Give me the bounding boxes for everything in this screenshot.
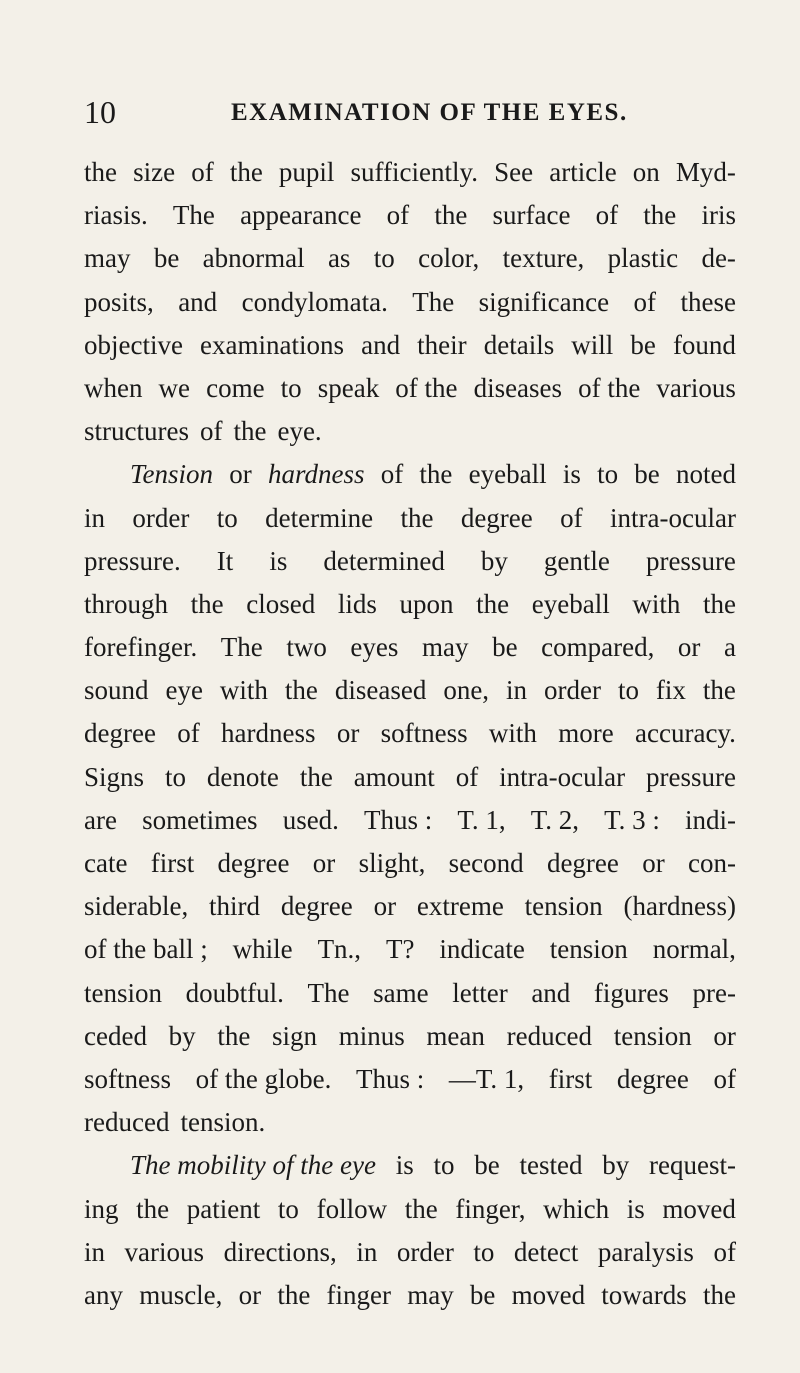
- word: found: [672, 329, 736, 360]
- word: and: [178, 286, 218, 317]
- word: examinations: [200, 329, 345, 360]
- word: color,: [418, 243, 480, 274]
- word: follow: [316, 1193, 388, 1224]
- word: plastic: [607, 243, 679, 274]
- italic-term: The mobility of the eye: [130, 1150, 376, 1181]
- word: fix: [655, 675, 686, 706]
- word: detect: [513, 1236, 579, 1267]
- word: T?: [385, 934, 415, 965]
- word: or: [312, 848, 336, 878]
- word: pre-: [692, 977, 736, 1008]
- word: de-: [701, 243, 736, 274]
- running-head-title: EXAMINATION OF THE EYES.: [231, 99, 628, 126]
- word: of the globe.: [195, 1063, 332, 1094]
- word: Signs: [84, 761, 145, 792]
- word: tension: [613, 1020, 692, 1051]
- word: same: [373, 977, 429, 1008]
- word: of: [713, 1236, 736, 1267]
- word: any: [84, 1279, 123, 1310]
- text-line: [84, 1101, 736, 1144]
- word: of: [380, 459, 404, 490]
- word: directions,: [223, 1236, 337, 1267]
- word: paralysis: [597, 1236, 694, 1267]
- word: degree: [84, 718, 156, 749]
- word: amount: [353, 761, 435, 792]
- word: to: [617, 675, 639, 706]
- word: on: [632, 157, 660, 187]
- word: con-: [687, 848, 736, 878]
- word: by: [602, 1150, 630, 1181]
- word: sound: [84, 675, 149, 706]
- word: in: [84, 1236, 106, 1267]
- word: mean: [426, 1020, 485, 1051]
- word: finger: [326, 1279, 391, 1310]
- word: closed: [246, 588, 316, 619]
- word: posits,: [84, 286, 154, 317]
- word: be: [630, 329, 656, 360]
- italic-term: hardness: [267, 459, 365, 490]
- word: degree: [217, 848, 290, 878]
- word: first: [150, 848, 195, 878]
- italic-term: Tension: [130, 459, 214, 490]
- word: the: [284, 675, 318, 706]
- word: to: [164, 761, 186, 792]
- word: degree: [460, 502, 533, 533]
- word: towards: [601, 1279, 687, 1310]
- word: and: [361, 329, 401, 360]
- word: article: [549, 157, 617, 187]
- word: by: [480, 545, 508, 576]
- word: sign: [272, 1020, 318, 1051]
- word: of: [191, 157, 214, 187]
- word: forefinger.: [84, 632, 198, 663]
- word: or: [336, 718, 360, 749]
- word: pupil: [278, 157, 335, 187]
- word: first: [548, 1063, 593, 1094]
- word: as: [327, 243, 351, 274]
- word: of: [455, 761, 479, 792]
- body-text: [84, 151, 736, 1317]
- word: T. 2,: [530, 804, 580, 835]
- word: the: [190, 588, 224, 619]
- text-line: [84, 972, 736, 1015]
- word: The: [412, 286, 455, 317]
- word: eye.: [277, 416, 322, 447]
- word: texture,: [502, 243, 585, 274]
- word: or: [373, 891, 397, 922]
- word: the: [136, 1193, 170, 1224]
- word: compared,: [541, 632, 655, 663]
- word: degree: [280, 891, 353, 922]
- word: objective: [84, 329, 183, 360]
- word: be: [474, 1150, 500, 1181]
- word: hardness: [221, 718, 316, 749]
- word: ceded: [84, 1020, 147, 1051]
- word: of the ball ;: [84, 934, 208, 965]
- text-line: [84, 497, 736, 540]
- word: degree: [616, 1063, 689, 1094]
- word: to: [277, 1193, 299, 1224]
- word: surface: [492, 200, 571, 231]
- word: in: [84, 502, 106, 533]
- word: of: [177, 718, 200, 749]
- word: See: [494, 157, 534, 187]
- word: through: [84, 588, 168, 619]
- word: is: [626, 1193, 645, 1224]
- text-line: [84, 669, 736, 712]
- word: of: [633, 286, 657, 317]
- word: third: [209, 891, 261, 922]
- word: The: [220, 632, 263, 663]
- word: the: [434, 200, 468, 231]
- running-head: [84, 92, 734, 132]
- word: siderable,: [84, 891, 189, 922]
- word: while: [232, 934, 293, 965]
- word: is: [269, 545, 288, 576]
- text-line: [84, 410, 736, 453]
- word: we: [158, 372, 191, 403]
- word: the: [217, 1020, 251, 1051]
- word: of: [713, 1063, 736, 1094]
- word: of: [199, 416, 223, 447]
- word: upon: [399, 588, 454, 619]
- word: more: [558, 718, 614, 749]
- word: used.: [282, 804, 339, 835]
- word: these: [680, 286, 736, 317]
- word: eye: [165, 675, 203, 706]
- word: or: [238, 1279, 262, 1310]
- text-line: [84, 1015, 736, 1058]
- word: come: [206, 372, 265, 403]
- text-line: [84, 281, 736, 324]
- text-line: [84, 1144, 736, 1187]
- word: appearance: [240, 200, 362, 231]
- word: tension: [549, 934, 628, 965]
- word: indi-: [685, 804, 736, 835]
- word: the: [229, 157, 263, 187]
- word: pressure.: [84, 545, 181, 576]
- word: when: [84, 372, 143, 403]
- word: various: [656, 372, 736, 403]
- text-line: [84, 453, 736, 496]
- word: figures: [593, 977, 669, 1008]
- word: will: [571, 329, 614, 360]
- text-line: [84, 1188, 736, 1231]
- word: softness: [380, 718, 468, 749]
- text-line: [84, 626, 736, 669]
- text-line: [84, 842, 736, 885]
- word: request-: [649, 1150, 736, 1181]
- text-line: [84, 151, 736, 194]
- word: finger,: [455, 1193, 526, 1224]
- word: their: [417, 329, 467, 360]
- word: abnormal: [202, 243, 305, 274]
- word: the: [299, 761, 333, 792]
- word: of the: [578, 372, 641, 403]
- word: may: [84, 243, 131, 274]
- word: in: [506, 675, 528, 706]
- text-line: [84, 756, 736, 799]
- word: to: [280, 372, 302, 403]
- word: accuracy.: [635, 718, 736, 749]
- word: to: [597, 459, 619, 490]
- word: the: [277, 1279, 311, 1310]
- word: details: [483, 329, 555, 360]
- word: order: [396, 1236, 454, 1267]
- word: a: [723, 632, 736, 663]
- word: softness: [84, 1063, 171, 1094]
- word: second: [448, 848, 524, 878]
- word: with: [219, 675, 268, 706]
- word: one,: [443, 675, 490, 706]
- word: the: [84, 157, 117, 187]
- word: significance: [478, 286, 610, 317]
- word: to: [373, 243, 395, 274]
- text-line: [84, 324, 736, 367]
- word: order: [132, 502, 190, 533]
- word: extreme: [416, 891, 504, 922]
- word: is: [395, 1150, 414, 1181]
- word: iris: [701, 200, 736, 231]
- text-line: [84, 367, 736, 410]
- word: or: [642, 848, 665, 878]
- text-line: [84, 1058, 736, 1101]
- word: sometimes: [142, 804, 258, 835]
- text-line: [84, 583, 736, 626]
- word: muscle,: [139, 1279, 223, 1310]
- word: Thus :: [364, 804, 433, 835]
- word: reduced: [84, 1107, 170, 1138]
- text-line: [84, 1231, 736, 1274]
- word: —T. 1,: [448, 1063, 525, 1094]
- word: patient: [186, 1193, 261, 1224]
- word: minus: [338, 1020, 405, 1051]
- word: is: [562, 459, 581, 490]
- word: Tn.,: [317, 934, 362, 965]
- word: eyes: [350, 632, 399, 663]
- word: the: [419, 459, 453, 490]
- word: or: [229, 459, 252, 490]
- text-line: [84, 237, 736, 280]
- word: structures: [84, 416, 189, 447]
- word: with: [488, 718, 537, 749]
- word: various: [124, 1236, 205, 1267]
- text-line: [84, 194, 736, 237]
- word: and: [531, 977, 571, 1008]
- word: the: [233, 416, 267, 447]
- word: of: [595, 200, 619, 231]
- word: which: [543, 1193, 610, 1224]
- word: in: [356, 1236, 378, 1267]
- word: eyeball: [468, 459, 547, 490]
- word: lids: [337, 588, 377, 619]
- word: moved: [511, 1279, 586, 1310]
- word: the: [476, 588, 510, 619]
- word: slight,: [358, 848, 426, 878]
- word: to: [216, 502, 238, 533]
- word: normal,: [652, 934, 736, 965]
- word: tension: [84, 977, 162, 1008]
- word: pressure: [645, 545, 736, 576]
- word: or: [713, 1020, 736, 1051]
- word: the: [702, 588, 736, 619]
- word: of: [386, 200, 410, 231]
- word: reduced: [506, 1020, 593, 1051]
- word: the: [702, 675, 736, 706]
- word: T. 3 :: [604, 804, 660, 835]
- word: pressure: [646, 761, 736, 792]
- word: ing: [84, 1193, 119, 1224]
- word: Myd-: [675, 157, 736, 187]
- word: of the: [395, 372, 458, 403]
- text-line: [84, 928, 736, 971]
- word: size: [133, 157, 176, 187]
- word: diseased: [334, 675, 427, 706]
- word: be: [634, 459, 660, 490]
- word: riasis.: [84, 200, 148, 231]
- text-line: [84, 799, 736, 842]
- word: with: [632, 588, 681, 619]
- word: may: [407, 1279, 454, 1310]
- word: speak: [317, 372, 380, 403]
- word: or: [677, 632, 701, 663]
- word: be: [153, 243, 180, 274]
- word: moved: [662, 1193, 736, 1224]
- word: tested: [519, 1150, 583, 1181]
- word: condylomata.: [241, 286, 388, 317]
- word: be: [492, 632, 518, 663]
- word: may: [421, 632, 469, 663]
- word: to: [433, 1150, 455, 1181]
- word: The: [307, 977, 350, 1008]
- text-line: [84, 885, 736, 928]
- word: degree: [546, 848, 619, 878]
- word: are: [84, 804, 117, 835]
- text-line: [84, 540, 736, 583]
- word: cate: [84, 848, 128, 878]
- word: (hardness): [623, 891, 736, 922]
- word: indicate: [439, 934, 525, 965]
- word: determine: [265, 502, 374, 533]
- word: two: [286, 632, 327, 663]
- word: be: [469, 1279, 496, 1310]
- word: sufficiently.: [350, 157, 479, 187]
- page-number: 10: [84, 94, 116, 130]
- word: the: [702, 1279, 736, 1310]
- word: diseases: [473, 372, 563, 403]
- text-line: [84, 1274, 736, 1317]
- word: the: [400, 502, 434, 533]
- word: the: [643, 200, 677, 231]
- word: tension.: [180, 1107, 266, 1138]
- word: determined: [323, 545, 445, 576]
- word: denote: [206, 761, 279, 792]
- word: gentle: [543, 545, 610, 576]
- text-line: [84, 712, 736, 755]
- word: order: [544, 675, 601, 706]
- word: eyeball: [531, 588, 610, 619]
- word: intra-ocular: [499, 761, 626, 792]
- word: by: [168, 1020, 196, 1051]
- word: doubtful.: [185, 977, 284, 1008]
- word: letter: [452, 977, 508, 1008]
- word: tension: [524, 891, 603, 922]
- word: the: [404, 1193, 438, 1224]
- word: noted: [676, 459, 736, 490]
- word: to: [473, 1236, 495, 1267]
- word: of: [560, 502, 583, 533]
- word: The: [172, 200, 215, 231]
- word: T. 1,: [457, 804, 506, 835]
- word: Thus :: [355, 1063, 425, 1094]
- word: intra-ocular: [610, 502, 736, 533]
- word: It: [216, 545, 234, 576]
